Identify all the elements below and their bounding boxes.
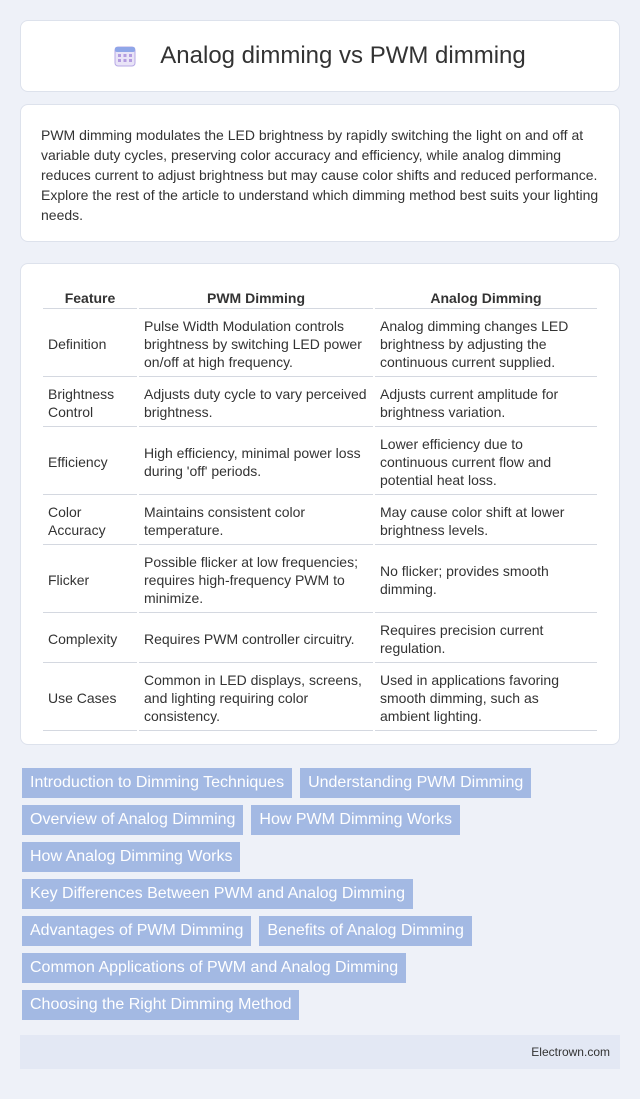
header-feature: Feature [43, 286, 137, 309]
intro-card [20, 104, 620, 242]
comparison-card [20, 263, 620, 745]
topic-link[interactable]: How PWM Dimming Works [251, 805, 460, 835]
topic-link[interactable]: Understanding PWM Dimming [300, 768, 531, 798]
comparison-table [41, 284, 599, 733]
cell-analog: No flicker; provides smooth dimming. [375, 547, 597, 613]
cell-feature: Color Accuracy [43, 497, 137, 545]
topic-links [22, 768, 618, 1027]
cell-feature: Efficiency [43, 429, 137, 495]
footer-brand: Electrown.com [531, 1045, 610, 1059]
calendar-icon [114, 45, 136, 67]
header-pwm: PWM Dimming [139, 286, 373, 309]
cell-feature: Flicker [43, 547, 137, 613]
cell-analog: Adjusts current amplitude for brightness variation. [375, 379, 597, 427]
page-title: Analog dimming vs PWM dimming [160, 42, 526, 69]
cell-pwm: Requires PWM controller circuitry. [139, 615, 373, 663]
topic-row [22, 990, 618, 1020]
table-header-row [43, 286, 597, 309]
topic-link[interactable]: How Analog Dimming Works [22, 842, 240, 872]
intro-paragraph: PWM dimming modulates the LED brightness by rapidly switching the light on and off at variable duty cycles, preserving color accuracy and efficiency, while analog dimming reduces current to adjust brightness but may cause color shifts and reduced performance. Explore the rest of the article to understand which dimming method best suits your lighting needs. [41, 127, 599, 223]
cell-pwm: Adjusts duty cycle to vary perceived brightness. [139, 379, 373, 427]
topic-link[interactable]: Introduction to Dimming Techniques [22, 768, 292, 798]
table-row [43, 665, 597, 731]
topic-row [22, 879, 618, 909]
table-row [43, 615, 597, 663]
topic-link[interactable]: Choosing the Right Dimming Method [22, 990, 299, 1020]
topic-row [22, 805, 618, 835]
cell-pwm: High efficiency, minimal power loss during 'off' periods. [139, 429, 373, 495]
cell-feature: Brightness Control [43, 379, 137, 427]
cell-feature: Definition [43, 311, 137, 377]
cell-feature: Use Cases [43, 665, 137, 731]
cell-analog: Lower efficiency due to continuous current flow and potential heat loss. [375, 429, 597, 495]
cell-pwm: Common in LED displays, screens, and lighting requiring color consistency. [139, 665, 373, 731]
topic-row [22, 953, 618, 983]
topic-row [22, 916, 618, 946]
cell-pwm: Possible flicker at low frequencies; requires high-frequency PWM to minimize. [139, 547, 373, 613]
header-analog: Analog Dimming [375, 286, 597, 309]
topic-link[interactable]: Overview of Analog Dimming [22, 805, 243, 835]
topic-link[interactable]: Key Differences Between PWM and Analog Dimming [22, 879, 413, 909]
cell-pwm: Pulse Width Modulation controls brightness by switching LED power on/off at high frequency. [139, 311, 373, 377]
cell-analog: Used in applications favoring smooth dimming, such as ambient lighting. [375, 665, 597, 731]
table-row [43, 311, 597, 377]
table-row [43, 497, 597, 545]
topic-row [22, 768, 618, 798]
footer [20, 1035, 620, 1069]
topic-link[interactable]: Advantages of PWM Dimming [22, 916, 251, 946]
topic-row [22, 842, 618, 872]
cell-feature: Complexity [43, 615, 137, 663]
topic-link[interactable]: Common Applications of PWM and Analog Dimming [22, 953, 406, 983]
cell-analog: May cause color shift at lower brightness levels. [375, 497, 597, 545]
title-card [20, 20, 620, 92]
table-row [43, 547, 597, 613]
cell-analog: Analog dimming changes LED brightness by adjusting the continuous current supplied. [375, 311, 597, 377]
table-row [43, 429, 597, 495]
topic-link[interactable]: Benefits of Analog Dimming [259, 916, 472, 946]
cell-pwm: Maintains consistent color temperature. [139, 497, 373, 545]
table-row [43, 379, 597, 427]
cell-analog: Requires precision current regulation. [375, 615, 597, 663]
